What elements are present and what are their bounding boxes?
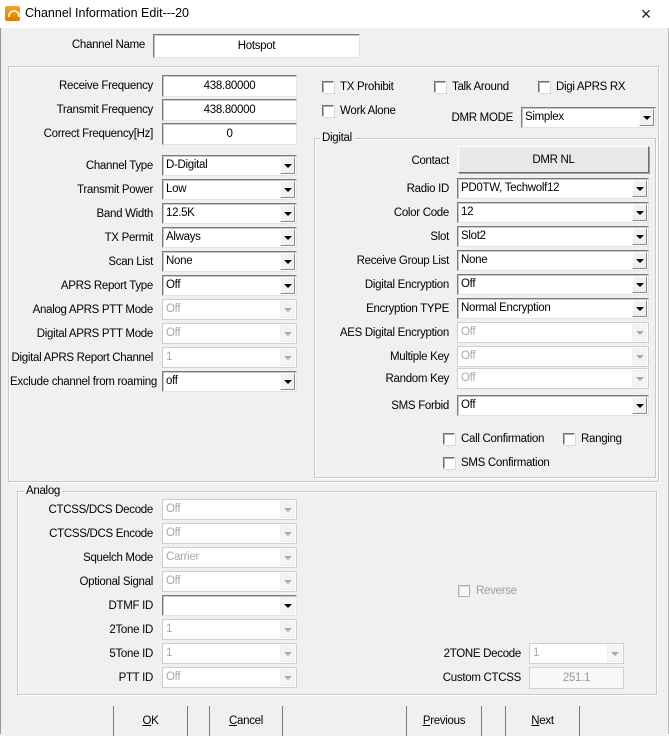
- reverse-label: Reverse: [476, 585, 517, 597]
- talk-around-checkbox[interactable]: [434, 81, 509, 93]
- ctcss-encode-label: CTCSS/DCS Encode: [49, 528, 153, 540]
- checkbox-icon[interactable]: [538, 81, 550, 93]
- window-title: Channel Information Edit---20: [25, 6, 189, 20]
- app-logo-icon: [5, 6, 20, 21]
- slot-label: Slot: [430, 231, 449, 243]
- five-tone-id-value: 1: [166, 647, 173, 659]
- two-tone-id-value: 1: [166, 623, 173, 635]
- ranging-checkbox[interactable]: [563, 433, 622, 445]
- aprs-report-type-value: Off: [166, 279, 181, 291]
- transmit-power-label: Transmit Power: [77, 184, 153, 196]
- digital-aprs-ptt-mode-select: [162, 323, 297, 344]
- chevron-down-icon: [607, 645, 622, 662]
- two-tone-decode-select: [529, 643, 624, 664]
- tx-permit-label: TX Permit: [104, 232, 153, 244]
- digi-aprs-rx-checkbox[interactable]: [538, 81, 625, 93]
- digital-aprs-report-channel-label: Digital APRS Report Channel: [11, 352, 153, 364]
- exclude-roaming-value: off: [166, 375, 178, 387]
- transmit-frequency-label: Transmit Frequency: [56, 104, 153, 116]
- ptt-id-label: PTT ID: [118, 672, 153, 684]
- digital-aprs-ptt-mode-label: Digital APRS PTT Mode: [36, 328, 153, 340]
- ok-button[interactable]: [113, 706, 188, 736]
- aprs-report-type-label: APRS Report Type: [60, 280, 153, 292]
- cancel-button[interactable]: [209, 706, 283, 736]
- tx-prohibit-checkbox[interactable]: [322, 81, 394, 93]
- transmit-frequency-input[interactable]: [162, 99, 297, 121]
- correct-frequency-value: 0: [226, 128, 233, 140]
- talk-around-label: Talk Around: [452, 81, 509, 93]
- digital-encryption-select[interactable]: [457, 274, 649, 295]
- digital-encryption-value: Off: [461, 278, 476, 290]
- contact-button[interactable]: [458, 146, 649, 173]
- slot-select[interactable]: [457, 226, 649, 247]
- chevron-down-icon[interactable]: [280, 373, 295, 390]
- call-confirmation-checkbox[interactable]: [443, 433, 544, 445]
- channel-name-input[interactable]: [153, 34, 360, 58]
- channel-type-select[interactable]: [162, 155, 297, 176]
- two-tone-decode-value: 1: [533, 647, 540, 659]
- chevron-down-icon[interactable]: [632, 252, 647, 269]
- squelch-mode-select: [162, 547, 297, 568]
- analog-aprs-ptt-mode-value: Off: [166, 303, 181, 315]
- chevron-down-icon[interactable]: [639, 109, 654, 126]
- color-code-label: Color Code: [393, 207, 449, 219]
- color-code-select[interactable]: [457, 202, 649, 223]
- cancel-label: ancel: [237, 715, 263, 727]
- receive-frequency-value: 438.80000: [203, 80, 256, 92]
- ranging-label: Ranging: [581, 433, 622, 445]
- ctcss-decode-value: Off: [166, 503, 181, 515]
- radio-id-select[interactable]: [457, 178, 649, 199]
- next-button[interactable]: [505, 706, 580, 736]
- dtmf-id-label: DTMF ID: [108, 600, 153, 612]
- optional-signal-label: Optional Signal: [79, 576, 153, 588]
- receive-group-list-label: Receive Group List: [356, 255, 449, 267]
- chevron-down-icon[interactable]: [280, 205, 295, 222]
- channel-name-label: Channel Name: [71, 39, 145, 51]
- chevron-down-icon: [632, 370, 647, 387]
- close-button[interactable]: ×: [640, 3, 652, 24]
- exclude-roaming-label: Exclude channel from roaming: [10, 376, 157, 388]
- multiple-key-value: Off: [461, 350, 476, 362]
- sms-forbid-select[interactable]: [457, 395, 649, 416]
- chevron-down-icon[interactable]: [632, 300, 647, 317]
- channel-type-label: Channel Type: [85, 160, 153, 172]
- chevron-down-icon: [280, 301, 295, 318]
- custom-ctcss-value: 251.1: [562, 672, 591, 684]
- tx-prohibit-label: TX Prohibit: [340, 81, 394, 93]
- color-code-value: 12: [461, 206, 474, 218]
- chevron-down-icon[interactable]: [280, 181, 295, 198]
- work-alone-label: Work Alone: [340, 105, 396, 117]
- dmr-mode-label: DMR MODE: [451, 112, 513, 124]
- dmr-mode-select[interactable]: [521, 107, 656, 128]
- ptt-id-select: [162, 667, 297, 688]
- checkbox-icon[interactable]: [563, 433, 575, 445]
- chevron-down-icon: [280, 525, 295, 542]
- encryption-type-select[interactable]: [457, 298, 649, 319]
- work-alone-checkbox[interactable]: [322, 105, 396, 117]
- squelch-mode-label: Squelch Mode: [83, 552, 153, 564]
- previous-button[interactable]: [406, 706, 482, 736]
- analog-aprs-ptt-mode-label: Analog APRS PTT Mode: [32, 304, 153, 316]
- checkbox-icon[interactable]: [434, 81, 446, 93]
- custom-ctcss-input: [529, 667, 624, 689]
- encryption-type-value: Normal Encryption: [461, 302, 551, 314]
- reverse-checkbox: [458, 585, 517, 597]
- chevron-down-icon: [280, 573, 295, 590]
- chevron-down-icon: [280, 621, 295, 638]
- chevron-down-icon[interactable]: [632, 276, 647, 293]
- chevron-down-icon[interactable]: [632, 228, 647, 245]
- digital-encryption-label: Digital Encryption: [364, 279, 449, 291]
- random-key-label: Random Key: [385, 373, 449, 385]
- contact-label: Contact: [411, 155, 449, 167]
- dtmf-id-select: [162, 595, 297, 616]
- optional-signal-value: Off: [166, 575, 181, 587]
- chevron-down-icon: [280, 501, 295, 518]
- digital-group-legend: Digital: [322, 132, 352, 144]
- chevron-down-icon: [280, 549, 295, 566]
- scan-list-select[interactable]: [162, 251, 297, 272]
- ctcss-encode-select: [162, 523, 297, 544]
- checkbox-icon[interactable]: [322, 81, 334, 93]
- band-width-value: 12.5K: [166, 207, 195, 219]
- random-key-value: Off: [461, 372, 476, 384]
- exclude-roaming-select[interactable]: [162, 371, 297, 392]
- ok-label: K: [151, 715, 159, 727]
- five-tone-id-select: [162, 643, 297, 664]
- band-width-label: Band Width: [96, 208, 153, 220]
- chevron-down-icon: [280, 597, 295, 614]
- chevron-down-icon[interactable]: [280, 157, 295, 174]
- chevron-down-icon[interactable]: [280, 253, 295, 270]
- call-confirmation-label: Call Confirmation: [461, 433, 545, 445]
- radio-id-value: PD0TW, Techwolf12: [461, 182, 560, 194]
- checkbox-icon: [458, 585, 470, 597]
- custom-ctcss-label: Custom CTCSS: [442, 672, 521, 684]
- receive-group-list-select[interactable]: [457, 250, 649, 271]
- two-tone-id-label: 2Tone ID: [109, 624, 153, 636]
- digital-aprs-report-channel-value: 1: [166, 351, 173, 363]
- channel-type-value: D-Digital: [166, 159, 208, 171]
- sms-forbid-label: SMS Forbid: [391, 400, 449, 412]
- five-tone-id-label: 5Tone ID: [109, 648, 153, 660]
- ctcss-encode-value: Off: [166, 527, 181, 539]
- analog-group: [17, 491, 657, 695]
- checkbox-icon[interactable]: [443, 457, 455, 469]
- chevron-down-icon: [280, 669, 295, 686]
- random-key-select: [457, 368, 649, 389]
- two-tone-decode-label: 2TONE Decode: [443, 648, 521, 660]
- transmit-power-value: Low: [166, 183, 187, 195]
- chevron-down-icon[interactable]: [632, 397, 647, 414]
- band-width-select[interactable]: [162, 203, 297, 224]
- title-bar: [0, 0, 669, 28]
- two-tone-id-select: [162, 619, 297, 640]
- sms-confirmation-checkbox[interactable]: [443, 457, 550, 469]
- analog-aprs-ptt-mode-select: [162, 299, 297, 320]
- digital-aprs-report-channel-select: [162, 347, 297, 368]
- squelch-mode-value: Carrier: [166, 551, 200, 563]
- correct-frequency-label: Correct Frequency[Hz]: [43, 128, 153, 140]
- transmit-power-select[interactable]: [162, 179, 297, 200]
- next-accelerator: N: [531, 715, 540, 727]
- ok-accelerator: O: [142, 715, 152, 727]
- receive-group-list-value: None: [461, 254, 488, 266]
- chevron-down-icon[interactable]: [632, 180, 647, 197]
- next-label: ext: [539, 715, 554, 727]
- chevron-down-icon[interactable]: [632, 204, 647, 221]
- radio-id-label: Radio ID: [406, 183, 449, 195]
- tx-permit-value: Always: [166, 231, 201, 243]
- sms-forbid-value: Off: [461, 399, 476, 411]
- chevron-down-icon[interactable]: [280, 229, 295, 246]
- chevron-down-icon: [280, 349, 295, 366]
- transmit-frequency-value: 438.80000: [203, 104, 256, 116]
- multiple-key-label: Multiple Key: [389, 351, 449, 363]
- slot-value: Slot2: [461, 230, 486, 242]
- chevron-down-icon: [632, 348, 647, 365]
- aes-digital-encryption-label: AES Digital Encryption: [339, 327, 449, 339]
- multiple-key-select: [457, 346, 649, 367]
- chevron-down-icon[interactable]: [280, 277, 295, 294]
- receive-frequency-input[interactable]: [162, 75, 297, 97]
- analog-group-legend: Analog: [26, 485, 61, 497]
- encryption-type-label: Encryption TYPE: [366, 303, 449, 315]
- dmr-mode-value: Simplex: [525, 111, 564, 123]
- correct-frequency-input[interactable]: [162, 123, 297, 145]
- chevron-down-icon: [280, 645, 295, 662]
- scan-list-value: None: [166, 255, 193, 267]
- digital-aprs-ptt-mode-value: Off: [166, 327, 181, 339]
- previous-label: revious: [430, 715, 466, 727]
- sms-confirmation-label: SMS Confirmation: [461, 457, 550, 469]
- ctcss-decode-select: [162, 499, 297, 520]
- checkbox-icon[interactable]: [322, 105, 334, 117]
- chevron-down-icon: [632, 324, 647, 341]
- cancel-accelerator: C: [228, 715, 237, 727]
- window-border-left: [0, 28, 1, 734]
- receive-frequency-label: Receive Frequency: [59, 80, 153, 92]
- tx-permit-select[interactable]: [162, 227, 297, 248]
- contact-value: DMR NL: [532, 153, 575, 166]
- ptt-id-value: Off: [166, 671, 181, 683]
- optional-signal-select: [162, 571, 297, 592]
- channel-name-value: Hotspot: [237, 40, 276, 52]
- aes-digital-encryption-select: [457, 322, 649, 343]
- ctcss-decode-label: CTCSS/DCS Decode: [48, 504, 153, 516]
- previous-accelerator: P: [422, 715, 431, 727]
- aprs-report-type-select[interactable]: [162, 275, 297, 296]
- scan-list-label: Scan List: [108, 256, 153, 268]
- aes-digital-encryption-value: Off: [461, 326, 476, 338]
- chevron-down-icon: [280, 325, 295, 342]
- digi-aprs-rx-label: Digi APRS RX: [556, 81, 626, 93]
- checkbox-icon[interactable]: [443, 433, 455, 445]
